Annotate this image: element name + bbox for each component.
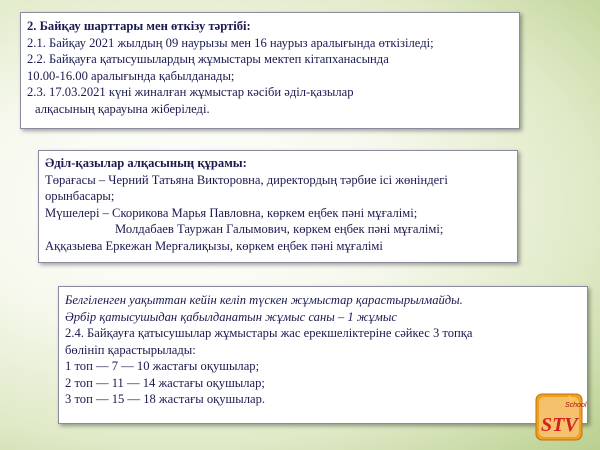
age-group-line: 2 топ — 11 — 14 жастағы оқушылар; [65,375,265,390]
rule-line: 2.1. Байқау 2021 жылдың 09 наурызы мен 16 наурыз аралығында өткізіледі; [27,35,434,50]
logo-top-text: School [565,402,587,409]
age-group-line: 3 топ — 15 — 18 жастағы оқушылар. [65,392,266,406]
note-line: Әрбір қатысушыдан қабылданатын жұмыс саны – 1 жұмыс [65,309,397,324]
jury-line: Аққазыева Еркежан Мерғалиқызы, көркем еңбек пәні мұғалімі [45,238,383,253]
age-group-line: 1 топ — 7 — 10 жастағы оқушылар; [65,359,260,373]
logo-main-text: STV [541,414,578,436]
rule-line: алқасының қарауына жіберіледі. [35,101,210,116]
rule-line: 2.3. 17.03.2021 күні жиналған жұмыстар кәсіби әділ-қазылар [27,85,354,99]
age-group-line: бөлініп қарастырылады: [65,342,196,357]
jury-line: Мүшелері – Скорикова Марья Павловна, көркем еңбек пәні мұғалімі; [45,205,418,220]
note-line: Белгіленген уақыттан кейін келіп түскен жұмыстар қарастырылмайды. [65,293,463,307]
contest-rules-heading: 2. Байқау шарттары мен өткізу тәртібі: [27,19,251,33]
rule-line: 2.2. Байқауға қатысушылардың жұмыстары мектеп кітапханасында [27,52,389,66]
rule-line: 10.00-16.00 аралығында қабылданады; [27,68,235,83]
age-group-line: 2.4. Байқауға қатысушылар жұмыстары жас ерекшеліктеріне сәйкес 3 топқа [65,326,473,340]
jury-box [38,150,518,263]
jury-heading: Әділ-қазылар алқасының құрамы: [45,156,247,170]
jury-line: Молдабаев Тауржан Галымович, көркем еңбек пәні мұғалімі; [115,222,444,236]
age-groups-box [58,286,588,424]
jury-line: Төрағасы – Черний Татьяна Викторовна, директордың тәрбие ісі жөніндегі [45,172,448,187]
contest-rules-box [20,12,520,129]
school-tv-logo [535,393,587,441]
jury-line: орынбасары; [45,189,115,203]
